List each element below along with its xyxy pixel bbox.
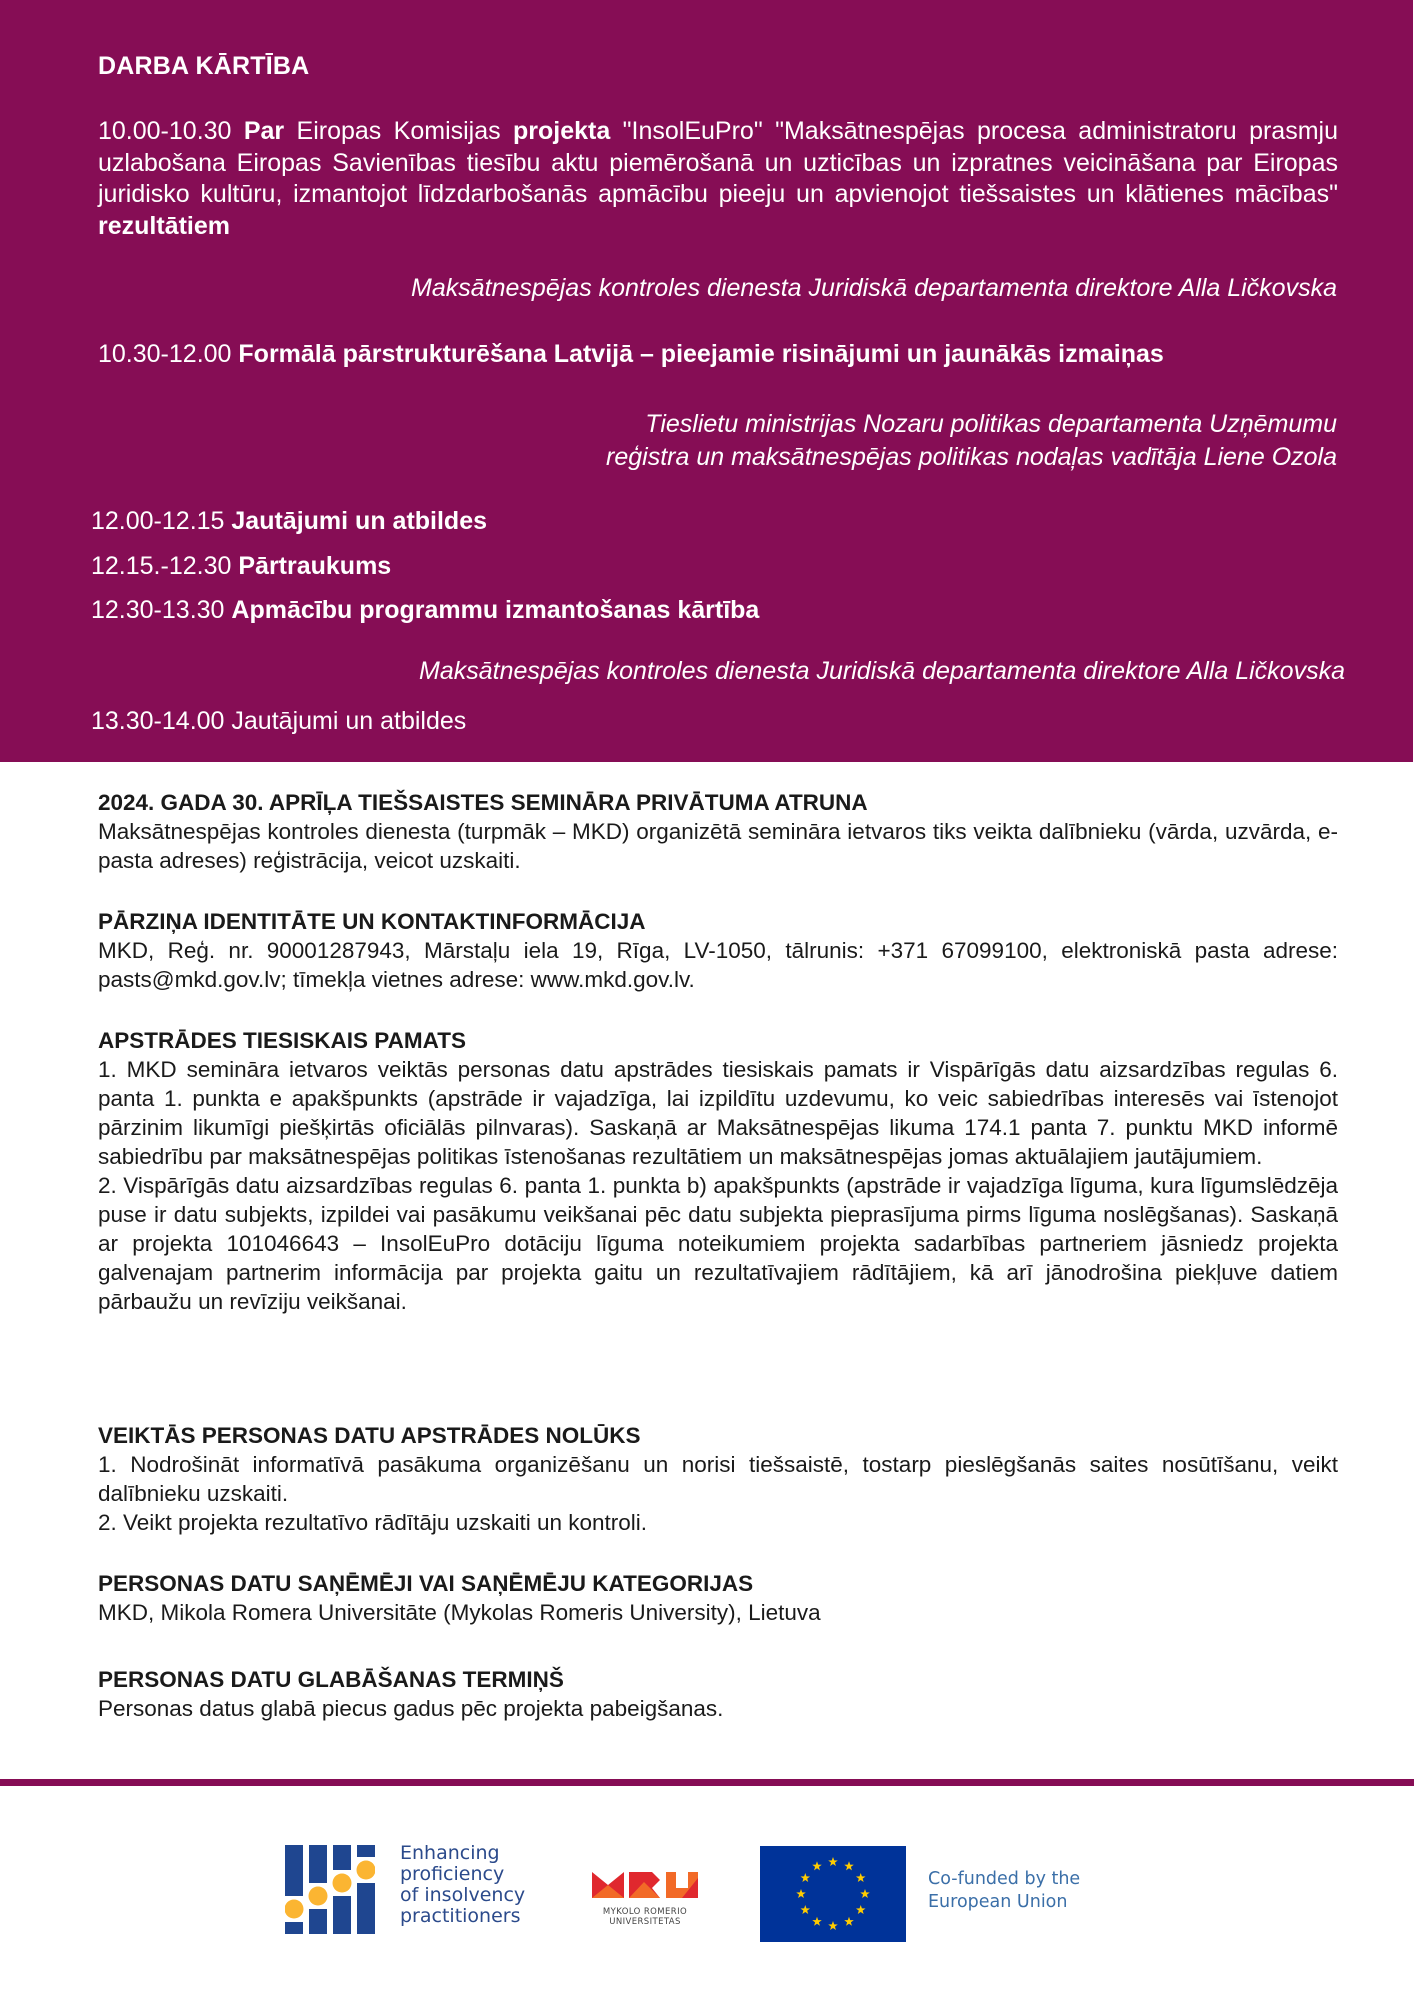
privacy-section-disclaimer (98, 788, 1338, 875)
agenda-item-1 (98, 116, 1338, 242)
agenda-item-time: 12.15.-12.30 (91, 552, 232, 580)
eu-star-icon (844, 1917, 854, 1926)
eu-funding-line: Co-funded by the (928, 1869, 1081, 1889)
footer-divider (0, 1779, 1414, 1786)
eu-star-icon (801, 1905, 811, 1914)
insoleupro-logo-line: of insolvency (400, 1884, 526, 1906)
insoleupro-logo-line: practitioners (400, 1905, 521, 1927)
agenda-item-6 (91, 705, 466, 737)
eu-flag-icon (760, 1846, 906, 1942)
agenda-title: DARBA KĀRTĪBA (98, 52, 310, 80)
privacy-heading: PERSONAS DATU SAŅĒMĒJI VAI SAŅĒMĒJU KATEGORIJAS (98, 1571, 754, 1596)
mru-logo-icon (592, 1872, 698, 1927)
agenda-item-2-speaker-line-2: reģistra un maksātnespējas politikas nodaļas vadītāja Liene Ozola (606, 443, 1337, 471)
privacy-text: Maksātnespējas kontroles dienesta (turpmāk – MKD) organizētā semināra ietvaros tiks veikta dalībnieku (vārda, uzvārda, e-pasta adreses) reģistrācija, veicot uzskaiti. (98, 819, 1338, 873)
agenda-item-1-speaker: Maksātnespējas kontroles dienesta Juridiskā departamenta direktore Alla Ličkovska (411, 274, 1337, 302)
privacy-text: 2. Veikt projekta rezultatīvo rādītāju uzskaiti un kontroli. (98, 1510, 648, 1535)
eu-star-icon (856, 1873, 866, 1882)
agenda-item-5-speaker: Maksātnespējas kontroles dienesta Juridiskā departamenta direktore Alla Ličkovska (419, 657, 1345, 685)
privacy-text: MKD, Mikola Romera Universitāte (Mykolas Romeris University), Lietuva (98, 1600, 821, 1625)
privacy-section-legal-basis (98, 1026, 1338, 1316)
privacy-text: 2. Vispārīgās datu aizsardzības regulas 6. panta 1. punkta b) apakšpunkts (apstrāde ir vajadzīga līguma, kura līgumslēdzēja puse ir datu subjekts, izpildei vai pasākumu veikšanai pēc datu subjekta pieprasījuma pirms līguma noslēgšanas). Saskaņā ar projekta 101046643 – InsolEuPro dotāciju līguma noteikumiem projekta sadarbības partneriem jāsniedz projekta galvenajam partnerim informācija par projekta gaitu un rezultatīvajiem rādītājiem, kā arī jānodrošina piekļuve datiem pārbaužu un revīziju veikšanai. (98, 1173, 1338, 1314)
agenda-panel (0, 0, 1413, 762)
insoleupro-logo-line: proficiency (400, 1863, 505, 1885)
agenda-item-time: 12.30-13.30 (91, 596, 225, 624)
agenda-item-time: 13.30-14.00 (91, 707, 225, 735)
agenda-item-title: Apmācību programmu izmantošanas kārtība (231, 596, 760, 624)
agenda-item-bold: Par (243, 117, 285, 145)
agenda-item-3 (91, 505, 487, 537)
eu-funding-text (928, 1868, 1080, 1914)
agenda-item-title: Jautājumi un atbildes (231, 507, 488, 535)
privacy-text: MKD, Reģ. nr. 90001287943, Mārstaļu iela 19, Rīga, LV-1050, tālrunis: +371 67099100, elektroniskā pasta adrese: pasts@mkd.gov.lv; tīmekļa vietnes adrese: www.mkd.gov.lv. (98, 938, 1338, 992)
mru-logo-line: MYKOLO ROMERIO (602, 1907, 688, 1917)
agenda-item-5 (91, 594, 759, 626)
eu-star-icon (796, 1889, 806, 1898)
agenda-item-bold: projekta (513, 117, 611, 145)
insoleupro-logo-icon (285, 1845, 375, 1935)
agenda-item-text: Eiropas Komisijas (284, 117, 514, 145)
agenda-item-title: Pārtraukums (238, 552, 392, 580)
privacy-text: 1. Nodrošināt informatīvā pasākuma organizēšanu un norisi tiešsaistē, tostarp pieslēgšanās saites nosūtīšanu, veikt dalībnieku uzskaiti. (98, 1452, 1338, 1506)
agenda-item-title: Formālā pārstrukturēšana Latvijā – pieejamie risinājumi un jaunākās izmaiņas (238, 340, 1164, 368)
privacy-section-recipients (98, 1569, 1338, 1627)
privacy-heading: PERSONAS DATU GLABĀŠANAS TERMIŅŠ (98, 1667, 564, 1692)
agenda-item-title: Jautājumi un atbildes (231, 707, 467, 735)
agenda-item-text: "InsolEuPro" "Maksātnespējas procesa administratoru prasmju uzlabošana Eiropas Savienības tiesību aktu piemērošanā un uzticības un izpratnes veicināšana par Eiropas juridisko kultūru, izmantojot līdzdarbošanās apmācību pieeju un apvienojot tiešsaistes un klātienes mācības" (98, 117, 1338, 208)
privacy-section-purpose (98, 1421, 1338, 1537)
insoleupro-logo-text (400, 1843, 525, 1927)
privacy-section-retention (98, 1665, 1338, 1723)
privacy-text: Personas datus glabā piecus gadus pēc projekta pabeigšanas. (98, 1696, 724, 1721)
agenda-item-2 (98, 335, 1338, 373)
agenda-item-1-text (98, 116, 1338, 242)
eu-star-icon (828, 1921, 838, 1930)
mru-logo-line: UNIVERSITETAS (609, 1917, 681, 1927)
privacy-heading: 2024. GADA 30. APRĪĻA TIEŠSAISTES SEMINĀRA PRIVĀTUMA ATRUNA (98, 790, 868, 815)
eu-star-icon (844, 1861, 854, 1870)
mru-logo-text (592, 1907, 698, 1927)
privacy-heading: PĀRZIŅA IDENTITĀTE UN KONTAKTINFORMĀCIJA (98, 909, 646, 934)
agenda-item-2-text (98, 335, 1338, 373)
agenda-item-4 (91, 550, 391, 582)
eu-star-icon (812, 1861, 822, 1870)
agenda-item-time: 12.00-12.15 (91, 507, 225, 535)
agenda-item-time: 10.30-12.00 (98, 340, 232, 368)
privacy-section-controller (98, 907, 1338, 994)
eu-star-icon (860, 1889, 870, 1898)
eu-star-icon (828, 1857, 838, 1866)
eu-star-icon (812, 1917, 822, 1926)
agenda-item-bold: rezultātiem (98, 211, 230, 240)
eu-star-icon (856, 1905, 866, 1914)
insoleupro-logo-line: Enhancing (400, 1842, 500, 1864)
privacy-text: 1. MKD semināra ietvaros veiktās personas datu apstrādes tiesiskais pamats ir Vispārīgās datu aizsardzības regulas 6. panta 1. punkta e apakšpunkts (apstrāde ir vajadzīga, lai izpildītu uzdevumu, ko veic sabiedrības interesēs vai īstenojot pārzinim likumīgi piešķirtās oficiālās pilnvaras). Saskaņā ar Maksātnespējas likuma 174.1 panta 7. punktu MKD informē sabiedrību par maksātnespējas politikas īstenošanas rezultātiem un maksātnespējas jomas aktuālajiem jautājumiem. (98, 1057, 1338, 1169)
eu-funding-line: European Union (928, 1892, 1068, 1912)
agenda-item-2-speaker-line-1: Tieslietu ministrijas Nozaru politikas departamenta Uzņēmumu (645, 410, 1337, 438)
eu-star-icon (801, 1873, 811, 1882)
privacy-heading: VEIKTĀS PERSONAS DATU APSTRĀDES NOLŪKS (98, 1423, 641, 1448)
privacy-heading: APSTRĀDES TIESISKAIS PAMATS (98, 1028, 466, 1053)
agenda-item-time: 10.00-10.30 (98, 117, 232, 145)
